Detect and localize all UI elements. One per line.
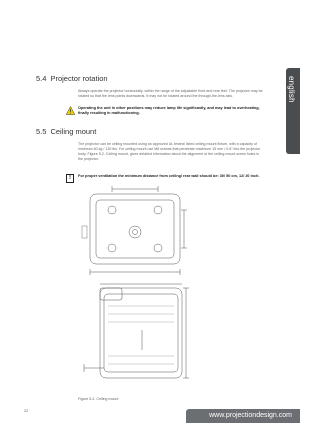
section-title: Projector rotation bbox=[50, 74, 108, 83]
section-number: 5.4 bbox=[36, 74, 47, 83]
ventilation-note bbox=[66, 174, 266, 186]
section-heading-projector-rotation bbox=[36, 74, 108, 83]
section-number: 5.5 bbox=[36, 127, 47, 136]
section-title: Ceiling mount bbox=[50, 127, 97, 136]
ceiling-mount-top-view-diagram bbox=[74, 186, 198, 280]
rotation-body-text: Always operate the projector horizontally, within the range of the adjustable front and rear feet. The projector may be rotated so that the lens points downwards. It may not be rotated around the through-the-lens axis. bbox=[78, 89, 263, 98]
rotation-warning-text: Operating the unit in other positions may reduce lamp life significantly, and may lead to overheating, finally resulting in malfunctioning. bbox=[78, 106, 260, 115]
footer-bar bbox=[186, 409, 300, 423]
exclamation-icon: ! bbox=[66, 174, 74, 183]
section-heading-ceiling-mount bbox=[36, 127, 96, 136]
website-link[interactable]: www.projectiondesign.com bbox=[209, 412, 292, 419]
language-tab bbox=[286, 68, 300, 154]
page-number: 22 bbox=[24, 409, 29, 413]
warning-triangle-icon bbox=[66, 106, 75, 115]
ceiling-mount-side-view-diagram bbox=[74, 280, 198, 392]
language-tab-label: english bbox=[287, 76, 296, 103]
ceiling-mount-body-text: The projector can be ceiling mounted using an approved UL tested/ listed ceiling mount fixture, with a capacity of minimum 60 kg / 130 lbs. For ceiling mount use M6 screws that penetrate maximum 15 mm / 0.6" into the projector body. Figure 5-2. Ceiling mount, gives detailed information about the alignment of the ceiling mount screw holes in the projector. bbox=[78, 142, 261, 161]
rotation-warning bbox=[66, 106, 266, 118]
figure-caption: Figure 5-2. Ceiling mount bbox=[78, 397, 119, 401]
ventilation-note-text: For proper ventilation the minimum distance from ceiling/ rear wall should be: 30/ 50 cm, 12/ 20 inch. bbox=[78, 174, 260, 178]
